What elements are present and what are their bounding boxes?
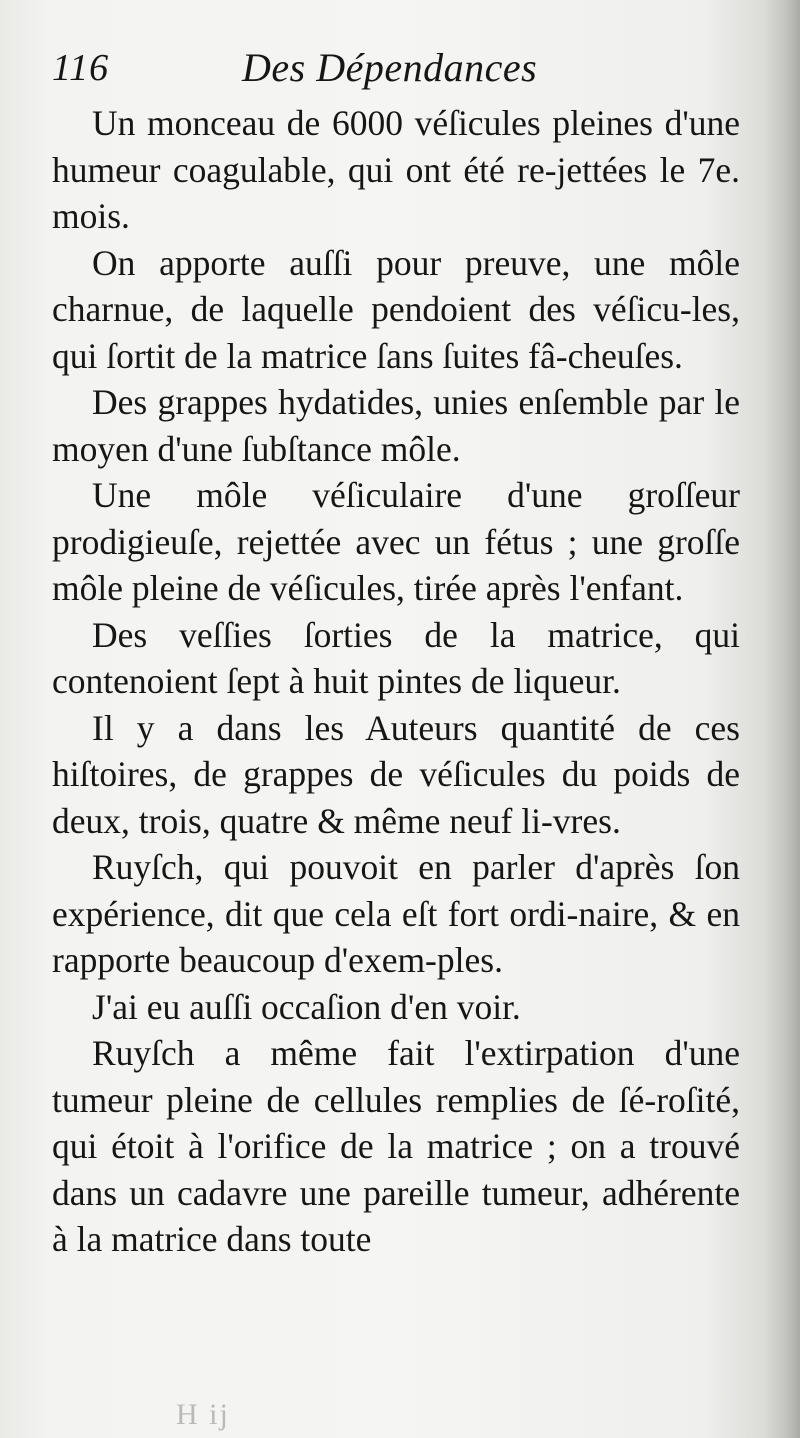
paragraph-5: Des veſſies ſorties de la matrice, qui contenoient ſept à huit pintes de liqueur. bbox=[52, 614, 740, 701]
paragraph-3: Des grappes hydatides, unies enſemble par le moyen d'une ſubſtance môle. bbox=[52, 382, 740, 469]
paragraph-9: Ruyſch a même fait l'extirpation d'une tumeur pleine de cellules remplies de ſé-roſité, qui étoit à l'orifice de la matrice ; on a trouvé dans un cadavre une pareille tumeur, adhérente à la matrice dans toute bbox=[52, 1033, 740, 1259]
text-body bbox=[52, 100, 740, 1263]
paragraph-6: Il y a dans les Auteurs quantité de ces hiſtoires, de grappes de véſicules du poids de deux, trois, quatre & même neuf li-vres. bbox=[52, 707, 740, 841]
running-title: Des Dépendances bbox=[242, 45, 538, 90]
paragraph-4: Une môle véſiculaire d'une groſſeur prodigieuſe, rejettée avec un fétus ; une groſſe môle pleine de véſicules, tirée après l'enfant. bbox=[52, 475, 740, 608]
paragraph-1: Un monceau de 6000 véſicules pleines d'une humeur coagulable, qui ont été re-jettées le 7e. mois. bbox=[52, 103, 740, 236]
paragraph-7: Ruyſch, qui pouvoit en parler d'après ſon expérience, dit que cela eſt fort ordi-naire, & en rapporte beaucoup d'exem-ples. bbox=[52, 847, 740, 980]
signature-mark: H ij bbox=[176, 1398, 230, 1431]
page-header bbox=[52, 40, 752, 100]
page-number: 116 bbox=[52, 47, 110, 89]
page-edge-shadow bbox=[764, 0, 800, 1438]
paragraph-8: J'ai eu auſſi occaſion d'en voir. bbox=[92, 986, 521, 1027]
paragraph-2: On apporte auſſi pour preuve, une môle charnue, de laquelle pendoient des véſicu-les, qui ſortit de la matrice ſans ſuites fâ-cheuſes. bbox=[52, 242, 740, 376]
